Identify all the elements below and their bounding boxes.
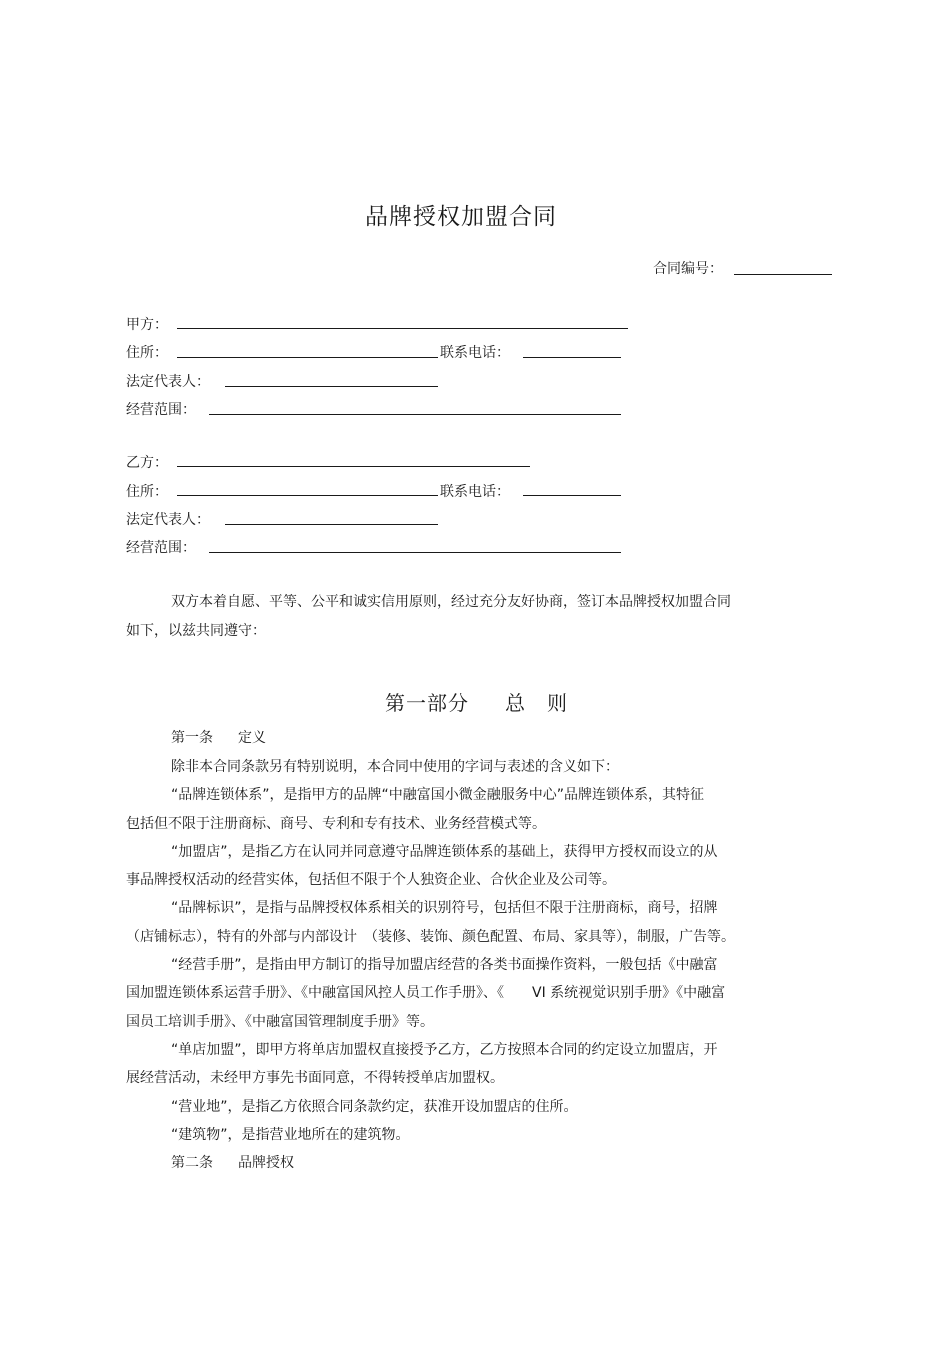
article-1-line: “营业地”，是指乙方依照合同条款约定，获准开设加盟店的住所。 <box>171 1099 578 1115</box>
party-a-scope-label: 经营范围： <box>126 402 196 418</box>
preamble-line-1: 双方本着自愿、平等、公平和诚实信用原则，经过充分友好协商，签订本品牌授权加盟合同 <box>171 594 731 610</box>
party-b-rep-label: 法定代表人： <box>126 512 210 528</box>
article-1-number: 第一条 <box>171 730 213 746</box>
article-1-line: 国加盟连锁体系运营手册》、《中融富国风控人员工作手册》、《 VI 系统视觉识别手册》《中融富 <box>126 985 726 1001</box>
party-a-phone-blank[interactable] <box>523 357 621 358</box>
party-b-address-label: 住所： <box>126 484 168 500</box>
contract-number-blank[interactable] <box>734 274 832 275</box>
party-b-name-blank[interactable] <box>177 466 530 467</box>
article-2-number: 第二条 <box>171 1155 213 1171</box>
party-b-phone-blank[interactable] <box>523 495 621 496</box>
article-1-line: “品牌连锁体系”，是指甲方的品牌“中融富国小微金融服务中心”品牌连锁体系，其特征 <box>171 787 705 803</box>
article-1-title: 定义 <box>238 730 266 746</box>
article-1-line: 事品牌授权活动的经营实体，包括但不限于个人独资企业、合伙企业及公司等。 <box>126 872 616 888</box>
article-1-line: “单店加盟”，即甲方将单店加盟权直接授予乙方，乙方按照本合同的约定设立加盟店，开 <box>171 1042 718 1058</box>
party-a-scope-blank[interactable] <box>209 414 621 415</box>
article-1-line: “加盟店”，是指乙方在认同并同意遵守品牌连锁体系的基础上，获得甲方授权而设立的从 <box>171 844 718 860</box>
party-a-label: 甲方： <box>126 317 168 333</box>
article-1-line: 除非本合同条款另有特别说明，本合同中使用的字词与表述的含义如下： <box>171 759 619 775</box>
party-a-address-blank[interactable] <box>177 357 438 358</box>
party-a-address-label: 住所： <box>126 345 168 361</box>
party-b-scope-label: 经营范围： <box>126 540 196 556</box>
article-1-line: “经营手册”，是指由甲方制订的指导加盟店经营的各类书面操作资料，一般包括《中融富 <box>171 957 718 973</box>
article-1-line: （店铺标志），特有的外部与内部设计 （装修、装饰、颜色配置、布局、家具等），制服，广告等。 <box>126 929 735 945</box>
party-a-rep-label: 法定代表人： <box>126 374 210 390</box>
document-title: 品牌授权加盟合同 <box>365 204 557 230</box>
party-b-address-blank[interactable] <box>177 495 438 496</box>
part-heading-name: 总 则 <box>505 691 568 715</box>
article-1-line: “建筑物”，是指营业地所在的建筑物。 <box>171 1127 410 1143</box>
party-b-rep-blank[interactable] <box>225 524 438 525</box>
article-1-line: 国员工培训手册》、《中融富国管理制度手册》等。 <box>126 1014 434 1030</box>
article-1-line: 包括但不限于注册商标、商号、专利和专有技术、业务经营模式等。 <box>126 816 546 832</box>
party-a-name-blank[interactable] <box>177 328 628 329</box>
article-1-line: “品牌标识”，是指与品牌授权体系相关的识别符号，包括但不限于注册商标，商号，招牌 <box>171 900 718 916</box>
party-b-scope-blank[interactable] <box>209 552 621 553</box>
party-b-phone-label: 联系电话： <box>440 484 510 500</box>
contract-number-label: 合同编号： <box>653 261 723 277</box>
article-1-line: 展经营活动，未经甲方事先书面同意，不得转授单店加盟权。 <box>126 1070 504 1086</box>
part-heading: 第一部分 <box>385 691 469 715</box>
preamble-line-2: 如下，以兹共同遵守： <box>126 623 266 639</box>
party-a-rep-blank[interactable] <box>225 386 438 387</box>
party-a-phone-label: 联系电话： <box>440 345 510 361</box>
party-b-label: 乙方： <box>126 455 168 471</box>
article-2-title: 品牌授权 <box>238 1155 294 1171</box>
